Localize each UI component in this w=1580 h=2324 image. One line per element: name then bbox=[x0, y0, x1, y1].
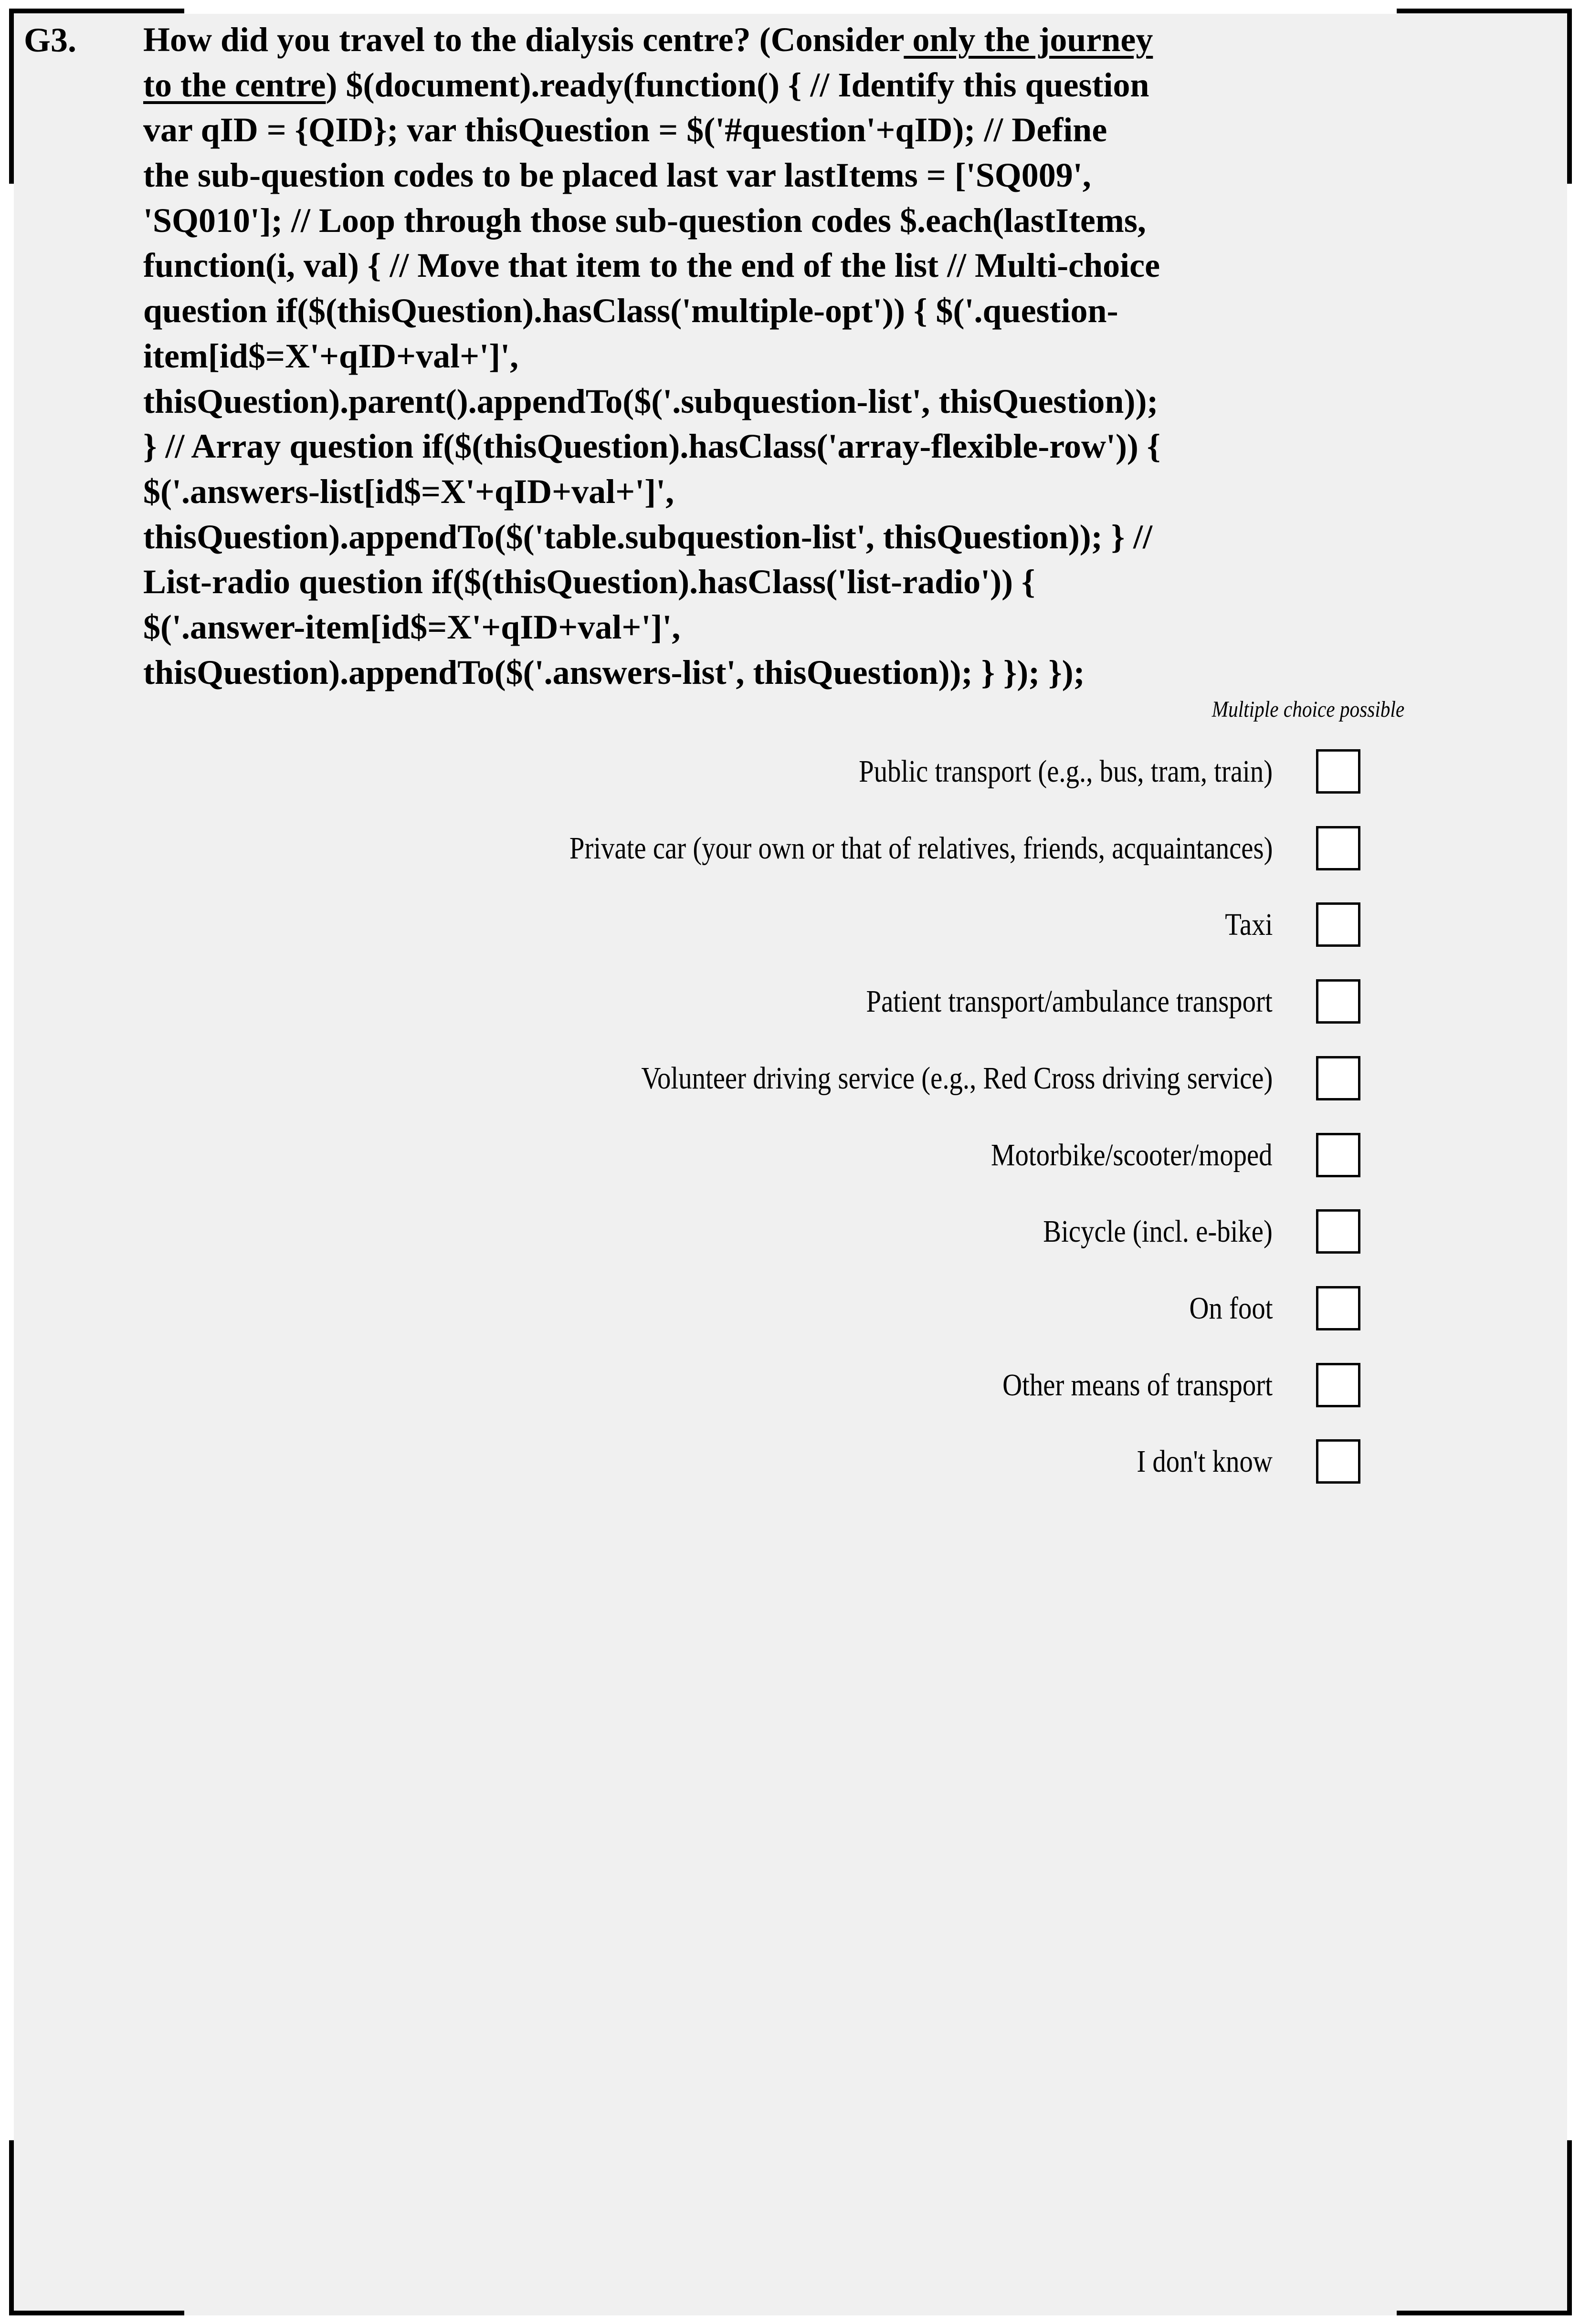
option-row-5[interactable] bbox=[0, 1056, 1580, 1100]
option-label[interactable]: I don't know bbox=[1137, 1444, 1273, 1479]
frame-corner-top-left-vertical bbox=[9, 9, 14, 184]
question-line-underlined-text: only the journey bbox=[904, 21, 1153, 59]
question-line bbox=[143, 514, 1160, 560]
question-line bbox=[143, 650, 1160, 695]
frame-corner-bottom-right-vertical bbox=[1567, 2140, 1572, 2315]
question-number: G3. bbox=[24, 21, 77, 59]
question-line bbox=[143, 605, 1160, 650]
option-label[interactable]: Patient transport/ambulance transport bbox=[866, 984, 1273, 1019]
frame-corner-bottom-right-horizontal bbox=[1397, 2311, 1572, 2315]
question-line-text: $('.answers-list[id$=X'+qID+val+']', bbox=[143, 472, 674, 511]
option-label[interactable]: Private car (your own or that of relatives, friends, acquaintances) bbox=[569, 830, 1273, 866]
question-line-text: question if($(thisQuestion).hasClass('multiple-opt')) { $('.question- bbox=[143, 292, 1118, 330]
question-line-text: var qID = {QID}; var thisQuestion = $('#question'+qID); // Define bbox=[143, 111, 1107, 149]
question-line bbox=[143, 107, 1160, 153]
option-row-2[interactable] bbox=[0, 826, 1580, 870]
question-line-text: thisQuestion).appendTo($('.answers-list', thisQuestion)); } }); }); bbox=[143, 653, 1085, 691]
option-label[interactable]: Volunteer driving service (e.g., Red Cross driving service) bbox=[641, 1060, 1273, 1096]
option-checkbox[interactable] bbox=[1316, 826, 1360, 870]
question-line bbox=[143, 243, 1160, 288]
frame-corner-bottom-left-horizontal bbox=[9, 2311, 184, 2315]
question-line-text: How did you travel to the dialysis centre? (Consider bbox=[143, 21, 904, 59]
option-label[interactable]: Taxi bbox=[1224, 907, 1273, 942]
question-line bbox=[143, 63, 1160, 108]
option-label[interactable]: Public transport (e.g., bus, tram, train) bbox=[859, 754, 1273, 789]
question-line-text: } // Array question if($(thisQuestion).hasClass('array-flexible-row')) { bbox=[143, 427, 1161, 466]
option-label[interactable]: Other means of transport bbox=[1002, 1367, 1273, 1403]
option-checkbox[interactable] bbox=[1316, 1363, 1360, 1407]
question-line bbox=[143, 559, 1160, 605]
question-text bbox=[143, 17, 1160, 695]
question-line-text: function(i, val) { // Move that item to the end of the list // Multi-choice bbox=[143, 246, 1160, 285]
option-checkbox[interactable] bbox=[1316, 1286, 1360, 1330]
frame-corner-top-left-horizontal bbox=[9, 9, 184, 13]
question-line bbox=[143, 198, 1160, 243]
option-row-9[interactable] bbox=[0, 1363, 1580, 1407]
option-row-4[interactable] bbox=[0, 979, 1580, 1024]
option-row-3[interactable] bbox=[0, 902, 1580, 947]
option-row-10[interactable] bbox=[0, 1439, 1580, 1484]
option-checkbox[interactable] bbox=[1316, 749, 1360, 794]
question-line-text: List-radio question if($(thisQuestion).hasClass('list-radio')) { bbox=[143, 563, 1035, 601]
question-line bbox=[143, 17, 1160, 63]
option-checkbox[interactable] bbox=[1316, 1439, 1360, 1484]
option-checkbox[interactable] bbox=[1316, 902, 1360, 947]
option-row-8[interactable] bbox=[0, 1286, 1580, 1330]
option-label[interactable]: On foot bbox=[1189, 1290, 1273, 1326]
question-line bbox=[143, 469, 1160, 514]
option-checkbox[interactable] bbox=[1316, 1133, 1360, 1177]
question-line-text: item[id$=X'+qID+val+']', bbox=[143, 336, 519, 375]
question-line bbox=[143, 288, 1160, 334]
question-line-text: $('.answer-item[id$=X'+qID+val+']', bbox=[143, 607, 681, 646]
question-line bbox=[143, 424, 1160, 469]
option-label[interactable]: Motorbike/scooter/moped bbox=[991, 1137, 1273, 1172]
option-row-6[interactable] bbox=[0, 1133, 1580, 1177]
question-line-underlined-text: to the centre bbox=[143, 65, 326, 104]
option-label[interactable]: Bicycle (incl. e-bike) bbox=[1043, 1214, 1273, 1249]
option-checkbox[interactable] bbox=[1316, 1056, 1360, 1100]
option-checkbox[interactable] bbox=[1316, 979, 1360, 1024]
question-line-text: thisQuestion).parent().appendTo($('.subquestion-list', thisQuestion)); bbox=[143, 382, 1159, 420]
question-line-text: thisQuestion).appendTo($('table.subquestion-list', thisQuestion)); } // bbox=[143, 517, 1153, 556]
option-row-7[interactable] bbox=[0, 1209, 1580, 1254]
option-row-1[interactable] bbox=[0, 749, 1580, 794]
question-line bbox=[143, 153, 1160, 198]
multiple-choice-hint: Multiple choice possible bbox=[1211, 697, 1404, 722]
frame-corner-bottom-left-vertical bbox=[9, 2140, 14, 2315]
question-line-text: 'SQ010']; // Loop through those sub-question codes $.each(lastItems, bbox=[143, 201, 1146, 240]
option-checkbox[interactable] bbox=[1316, 1209, 1360, 1254]
frame-corner-top-right-vertical bbox=[1567, 9, 1572, 184]
frame-corner-top-right-horizontal bbox=[1397, 9, 1572, 13]
question-line bbox=[143, 379, 1160, 424]
question-line-text: the sub-question codes to be placed last var lastItems = ['SQ009', bbox=[143, 156, 1091, 195]
question-line bbox=[143, 334, 1160, 379]
question-line-trailing-text: ) $(document).ready(function() { // Identify this question bbox=[326, 65, 1149, 104]
